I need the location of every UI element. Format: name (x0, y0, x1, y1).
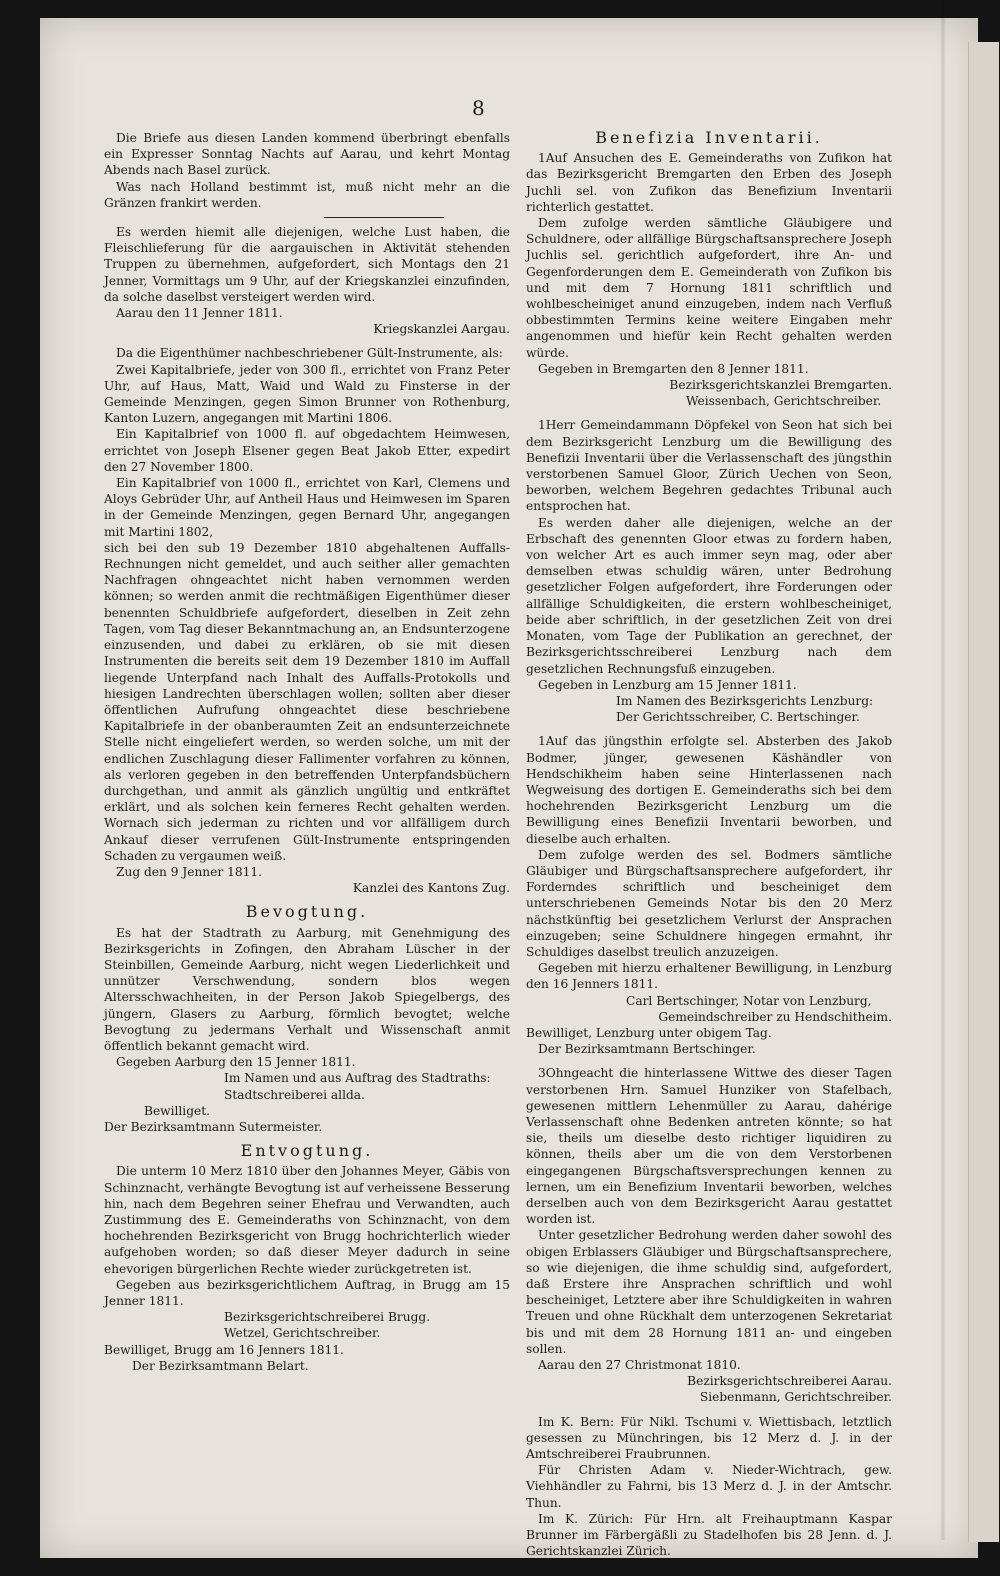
notice-date: Gegeben in Bremgarten den 8 Jenner 1811. (538, 361, 809, 376)
next-page-edge (968, 42, 999, 1542)
benefizium-notice: 1Auf Ansuchen des E. Gemeinderaths von Zufikon hat das Bezirksgericht Bremgarten den Erben des Joseph Juchli sel. von Zufikon das Benefizium Inventarii richterlich gestattet. (526, 151, 892, 214)
notice-signature: Gemeindschreiber zu Hendschitheim. (658, 1009, 892, 1024)
notice-date: Aarau den 27 Christmonat 1810. (538, 1358, 741, 1373)
benefizium-notice: Unter gesetzlicher Bedrohung werden daher sowohl des obigen Erblassers Gläubiger und Bürgschaftsansprechere, so wie diejenigen, die ihme schuldig sind, aufgefordert, daß Erstere ihre Ansprachen schriftlich und wohl bescheiniget, Letztere aber ihre Schuldigkeiten in wahren Treuen und ohne Rückhalt dem unterzogenen Sekretariat bis und mit dem 28 Hornung 1811 an- und eingeben sollen. (526, 1228, 892, 1356)
notice-signature: Kriegskanzlei Aargau. (373, 322, 510, 337)
notice-signature: Kanzlei des Kantons Zug. (352, 881, 510, 896)
benefizium-notice: 3Ohngeacht die hinterlassene Wittwe des dieser Tagen verstorbenen Hrn. Samuel Hunziker von Stafelbach, gewesenen mittlern Lehenmüller zu Aarau, dahérige Verlassenschaft ohne Bedenken antreten könnte; so hat sie, theils um dieselbe desto richtiger liquidiren zu können, theils aber um die von dem Verstorbenen eingegangenen Bürgschaftsversprechungen kennen zu lernen, um ein Benefizium Inventarii beworben, welches derselben auch von dem Bezirksgericht Aarau gestattet worden ist. (526, 1066, 892, 1227)
notice-date: Zug den 9 Jenner 1811. (116, 864, 262, 879)
divider (324, 217, 444, 218)
benefizium-notice: 1Herr Gemeindammann Döpfekel von Seon hat sich bei dem Bezirksgericht Lenzburg um die Bewilligung des Benefizii Inventarii über die Verlassenschaft des jüngsthin verstorbenen Samuel Gloor, Zürich Uechen von Seon, beworben, welchem Begehren gedachtes Tribunal auch entsprochen hat. (526, 418, 892, 514)
notice-signature: Bezirksgerichtschreiberei Brugg. (224, 1310, 431, 1325)
benefizium-notice: Dem zufolge werden sämtliche Gläubigere und Schuldnere, oder allfällige Bürgschaftsansprechere Joseph Juchlis sel. gerichtlich aufgefordert, ihre An- und Gegenforderungen dem E. Gemeinderath von Zufikon bis und mit dem 7 Hornung 1811 schriftlich und wohlbescheiniget anund einzugeben, indem nach Verfluß obbestimmten Termins keine weitere Eingaben mehr angenommen und hiefür kein Recht gehalten werden würde. (526, 216, 892, 360)
notice-signature: Carl Bertschinger, Notar von Lenzburg, (626, 993, 872, 1008)
page-fold (940, 0, 946, 1540)
left-column (104, 130, 510, 1374)
guelt-item: Ein Kapitalbrief von 1000 fl., errichtet von Karl, Clemens und Aloys Gebrüder Uhr, auf Antheil Haus und Heimwesen im Sparen in der Gemeinde Menzingen, gegen Bernard Uhr, angegangen mit Martini 1802, (104, 476, 510, 539)
approval-signature: Der Bezirksamtmann Belart. (132, 1358, 309, 1373)
notice-date: Gegeben in Lenzburg am 15 Jenner 1811. (538, 677, 797, 692)
page-number: 8 (472, 96, 485, 120)
benefizium-notice: Dem zufolge werden des sel. Bodmers sämtliche Gläubiger und Bürgschaftsansprechere aufgefordert, ihr Forderndes schriftlich und bescheiniget dem unterschriebenen Gemeinds Notar bis den 20 Merz nächstkünftig bei gesetzlichem Verlurst der Ansprachen einzugeben; seine Schuldnere hingegen ermahnt, ihr Schuldiges daselbst treulich anzuzeigen. (526, 847, 892, 959)
approval-note: Bewilliget, Brugg am 16 Jenners 1811. (104, 1342, 344, 1357)
notice-signature: Stadtschreiberei allda. (224, 1087, 365, 1102)
entvogtung-notice: Die unterm 10 Merz 1810 über den Johannes Meyer, Gäbis von Schinznacht, verhängte Bevogtung ist auf verheissene Besserung hin, nach dem Begehren seiner Ehefrau und Verwandten, auch Zustimmung des E. Gemeinderaths von Schinznacht, von dem hochehrenden Bezirksgericht von Brugg hochrichterlich wieder aufgehoben worden; so daß dieser Meyer dadurch in seine ehevorigen bürgerlichen Rechte wieder zurückgetreten ist. (104, 1164, 510, 1276)
notice-signature: Der Gerichtsschreiber, C. Bertschinger. (616, 710, 860, 725)
notice-signature: Siebenmann, Gerichtschreiber. (699, 1390, 892, 1405)
section-heading-benefizia: Benefizia Inventarii. (595, 128, 823, 147)
notice-date: Aarau den 11 Jenner 1811. (116, 306, 283, 321)
canton-notice: Für Christen Adam v. Nieder-Wichtrach, gew. Viehhändler zu Fahrni, bis 13 Merz d. J. in der Amtschr. Thun. (526, 1463, 892, 1510)
approval-note: Bewilliget, Lenzburg unter obigem Tag. (526, 1025, 772, 1040)
approval-signature: Der Bezirksamtmann Bertschinger. (538, 1042, 756, 1057)
notice-signature: Im Namen des Bezirksgerichts Lenzburg: (616, 693, 874, 708)
post-notice-text: Die Briefe aus diesen Landen kommend überbringt ebenfalls ein Expresser Sonntag Nachts auf Aarau, und kehrt Montag Abends nach Basel zurück. (104, 131, 510, 178)
guelt-notice-body: sich bei den sub 19 Dezember 1810 abgehaltenen Auffalls-Rechnungen nicht gemeldet, und auch seither aller gemachten Nachfragen ohngeachtet nicht haben vernommen werden können; so werden anmit die rechtmäßigen Eigenthümer dieser benennten Schuldbriefe aufgefordert, dieselben in Zeit zehn Tagen, vom Tag dieser Bekanntmachung an, an Endsunterzogene einzusenden, und dabei zu erklären, ob sie mit diesen Instrumenten die bereits seit dem 19 Dezember 1810 im Auffall liegende Unterpfand nach Inhalt des Auffalls-Protokolls und hiesigen Landrechten überschlagen wollen; sollten aber dieser öffentlichen Aufrufung ohngeachtet diese beschriebene Kapitalbriefe in der obanberaumten Zeit an endsunterzeichnete Stelle nicht eingeliefert werden, so werden solche, um mit der endlichen Zuschlagung dieser Fallimenter vorfahren zu können, als verloren gegeben in den betreffenden Unterpfandsbüchern durchgethan, und anmit als gänzlich ungültig und entkräftet erklärt, und als solchen kein ferneres Recht gehalten werden. Wornach sich jederman zu richten und vor allfälligem durch Ankauf dieser verrufenen Gült-Instrumente entspringenden Schaden zu vergaumen weiß. (104, 540, 510, 863)
guelt-item: Zwei Kapitalbriefe, jeder von 300 fl., errichtet von Franz Peter Uhr, auf Haus, Matt, Waid und Wald zu Finsterse in der Gemeinde Menzingen, gegen Simon Brunner von Rothenburg, Kanton Luzern, angegangen mit Martini 1806. (104, 362, 510, 426)
post-notice-text: Was nach Holland bestimmt ist, muß nicht mehr an die Gränzen frankirt werden. (104, 179, 510, 210)
notice-date: Gegeben mit hierzu erhaltener Bewilligung, in Lenzburg den 16 Jenners 1811. (526, 961, 892, 992)
notice-signature: Im Namen und aus Auftrag des Stadtraths: (224, 1071, 491, 1086)
section-heading-entvogtung: Entvogtung. (240, 1141, 374, 1161)
approval-signature: Der Bezirksamtmann Sutermeister. (104, 1119, 323, 1134)
canton-notice: Im K. Bern: Für Nikl. Tschumi v. Wiettisbach, letztlich gesessen zu Münchringen, bis 12 Merz d. J. in der Amtschreiberei Fraubrunnen. (526, 1414, 892, 1462)
guelt-item: Ein Kapitalbrief von 1000 fl. auf obgedachtem Heimwesen, errichtet von Joseph Elsener gegen Beat Jakob Etter, expedirt den 27 November 1800. (104, 427, 510, 474)
approval-note: Bewilliget. (144, 1103, 210, 1118)
bevogtung-notice: Es hat der Stadtrath zu Aarburg, mit Genehmigung des Bezirksgerichts in Zofingen, den Abraham Lüscher in der Steinbillen, Gemeinde Aarburg, nicht wegen Liederlichkeit und unnützer Verschwendung, sondern blos wegen Altersschwachheiten, in der Person Jakob Spiegelbergs, des jüngern, Glasers zu Aarburg, förmlich bevogtet; welche Bevogtung zu jedermans Verhalt und Wissenschaft anmit öffentlich bekannt gemacht wird. (104, 925, 510, 1053)
notice-signature: Bezirksgerichtskanzlei Bremgarten. (669, 378, 892, 393)
benefizium-notice: Es werden daher alle diejenigen, welche an der Erbschaft des genennten Gloor etwas zu fordern haben, von welcher Art es auch immer seyn mag, oder aber demselben etwas schuldig wären, unter Bedrohung gesetzlicher Folgen aufgefordert, ihre Forderungen oder allfällige Schuldigkeiten, die erstern wohlbescheiniget, beide aber schriftlich, in der gesetzlichen Zeit von drei Monaten, vom Tage der Publikation an gerechnet, der Bezirksgerichtsschreiberei Lenzburg nach dem gesetzlichen Rechnungsfuß einzugeben. (526, 515, 892, 676)
notice-signature: Weissenbach, Gerichtschreiber. (686, 394, 882, 409)
notice-signature: Wetzel, Gerichtschreiber. (224, 1326, 381, 1341)
benefizium-notice: 1Auf das jüngsthin erfolgte sel. Absterben des Jakob Bodmer, jünger, gewesenen Käshändler von Hendschikheim haben seine Hinterlassenen nach Wegweisung des dortigen E. Gemeinderaths sich bei dem hochehrenden Bezirksgericht Lenzburg um die Bewilligung eines Benefizii Inventarii beworben, und dieselbe auch erhalten. (526, 734, 892, 846)
canton-notice: Im K. Zürich: Für Hrn. alt Freihauptmann Kaspar Brunner im Färbergäßli zu Stadelhofen bis 28 Jenn. d. J. Gerichtskanzlei Zürich. (526, 1511, 892, 1559)
section-heading-bevogtung: Bevogtung. (245, 902, 369, 922)
meat-supply-notice: Es werden hiemit alle diejenigen, welche Lust haben, die Fleischlieferung für die aargauischen in Aktivität stehenden Truppen zu übernehmen, aufgefordert, sich Montags den 21 Jenner, Vormittags um 9 Uhr, auf der Kriegskanzlei einzufinden, da solche daselbst versteigert werden wird. (104, 225, 510, 304)
notice-signature: Bezirksgerichtschreiberei Aarau. (687, 1374, 892, 1389)
guelt-notice-intro: Da die Eigenthümer nachbeschriebener Gült-Instrumente, als: (116, 346, 503, 361)
right-column (526, 130, 892, 1559)
notice-date: Gegeben aus bezirksgerichtlichem Auftrag, in Brugg am 15 Jenner 1811. (104, 1277, 510, 1309)
notice-date: Gegeben Aarburg den 15 Jenner 1811. (116, 1055, 356, 1070)
